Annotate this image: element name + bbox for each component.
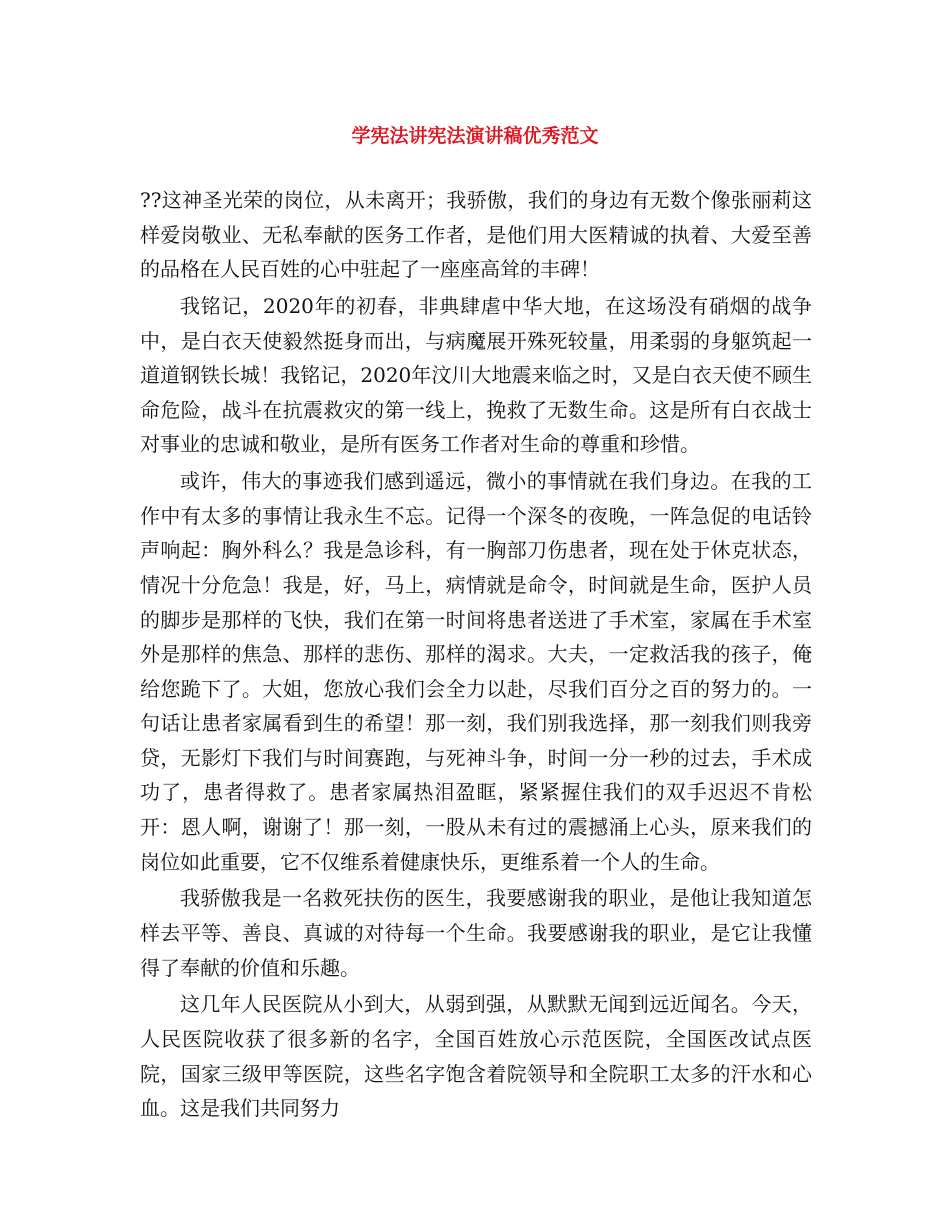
paragraph-5: 这几年人民医院从小到大，从弱到强，从默默无闻到远近闻名。今天，人民医院收获了很多新的名字，全国百姓放心示范医院，全国医改试点医院，国家三级甲等医院，这些名字饱含着院领导和全院职工太多的汗水和心血。这是我们共同努力 <box>140 992 812 1121</box>
paragraph-4: 我骄傲我是一名救死扶伤的医生，我要感谢我的职业，是他让我知道怎样去平等、善良、真诚的对待每一个生命。我要感谢我的职业，是它让我懂得了奉献的价值和乐趣。 <box>140 886 812 980</box>
paragraph-3: 或许，伟大的事迹我们感到遥远，微小的事情就在我们身边。在我的工作中有太多的事情让我永生不忘。记得一个深冬的夜晚，一阵急促的电话铃声响起：胸外科么？我是急诊科，有一胸部刀伤患者，现在处于休克状态，情况十分危急！我是，好，马上，病情就是命令，时间就是生命，医护人员的脚步是那样的飞快，我们在第一时间将患者送进了手术室，家属在手术室外是那样的焦急、那样的悲伤、那样的渴求。大夫，一定救活我的孩子，俺给您跪下了。大姐，您放心我们会全力以赴，尽我们百分之百的努力的。一句话让患者家属看到生的希望！那一刻，我们别我选择，那一刻我们则我旁贷，无影灯下我们与时间赛跑，与死神斗争，时间一分一秒的过去，手术成功了，患者得救了。患者家属热泪盈眶，紧紧握住我们的双手迟迟不肯松开：恩人啊，谢谢了！那一刻，一股从未有过的震撼涌上心头，原来我们的岗位如此重要，它不仅维系着健康快乐，更维系着一个人的生命。 <box>140 469 812 874</box>
paragraph-1: ??这神圣光荣的岗位，从未离开；我骄傲，我们的身边有无数个像张丽莉这样爱岗敬业、无私奉献的医务工作者，是他们用大医精诚的执着、大爱至善的品格在人民百姓的心中驻起了一座座高耸的丰碑！ <box>140 188 812 282</box>
document-body <box>140 183 812 1126</box>
document-title: 学宪法讲宪法演讲稿优秀范文 <box>351 125 599 147</box>
paragraph-2: 我铭记，2020年的初春，非典肆虐中华大地，在这场没有硝烟的战争中，是白衣天使毅然挺身而出，与病魔展开殊死较量，用柔弱的身躯筑起一道道钢铁长城！我铭记，2020年汶川大地震来临之时，又是白衣天使不顾生命危险，战斗在抗震救灾的第一线上，挽救了无数生命。这是所有白衣战士对事业的忠诚和敬业，是所有医务工作者对生命的尊重和珍惜。 <box>140 293 812 457</box>
